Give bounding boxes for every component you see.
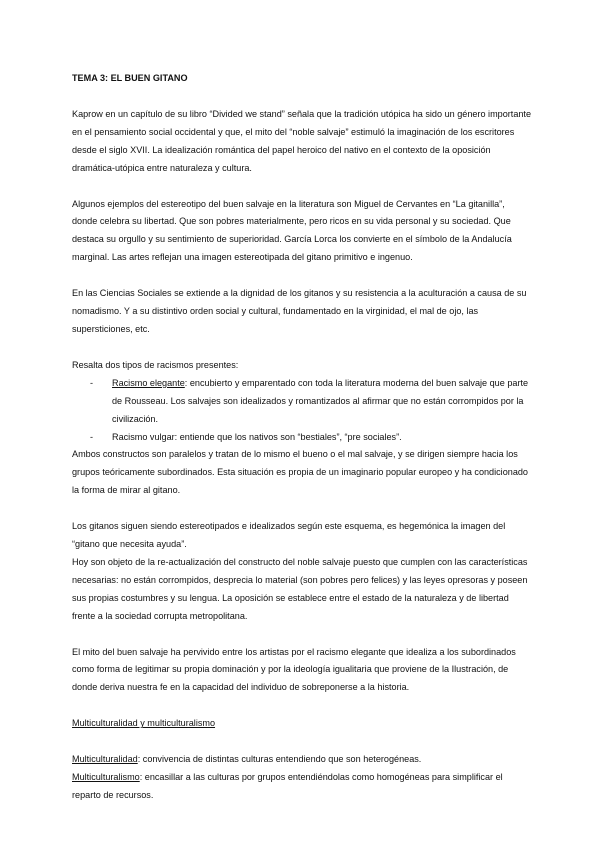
definition-text: : convivencia de distintas culturas entendiendo que son heterogéneas.	[137, 754, 422, 765]
paragraph-kaprow: Kaprow en un capítulo de su libro “Divided we stand” señala que la tradición utópica ha sido un género importante en el pensamiento social occidental y que, el mito del “noble salvaje” estimuló la imaginación de los escritores desde el siglo XVII. La idealización romántica del papel heroico del nativo en el contexto de la oposición dramática-utópica entre naturaleza y cultura.	[72, 108, 532, 173]
section-heading: Multiculturalidad y multiculturalismo	[72, 718, 216, 729]
list-bullet: -	[90, 431, 94, 442]
list-item-term: Racismo vulgar	[112, 431, 175, 442]
list-bullet: -	[90, 377, 94, 388]
list-item-text: : entiende que los nativos son “bestiales”, “pre sociales”.	[174, 431, 402, 442]
definition-term: Multiculturalidad	[72, 754, 138, 765]
paragraph-social-sciences: En las Ciencias Sociales se extiende a la dignidad de los gitanos y su resistencia a la aculturación a causa de su nomadismo. Y a su distintivo orden social y cultural, fundamentado en la virginidad, el mal de ojo, las supersticiones, etc.	[72, 288, 527, 334]
document-title: TEMA 3: EL BUEN GITANO	[72, 73, 188, 83]
racism-types-section	[72, 357, 532, 500]
racism-types-list	[72, 375, 532, 447]
definition-text: : encasillar a las culturas por grupos entendiéndolas como homogéneas para simplificar el reparto de recursos.	[72, 772, 503, 800]
document-page	[72, 70, 532, 805]
list-item	[72, 429, 532, 447]
definition-multiculturalismo	[72, 769, 532, 805]
paragraph-literature-examples: Algunos ejemplos del estereotipo del buen salvaje en la literatura son Miguel de Cervantes en “La gitanilla”, donde celebra su libertad. Que son pobres materialmente, pero ricos en su vida personal y su sociedad. Que destaca su orgullo y su sentimiento de superioridad. García Lorca los convierte en el símbolo de la Andalucía marginal. Las artes reflejan una imagen estereotipada del gitano primitivo e ingenuo.	[72, 198, 512, 263]
paragraph-parallel-constructs: Ambos constructos son paralelos y tratan de lo mismo el bueno o el mal salvaje, y se dirigen siempre hacia los grupos teóricamente subordinados. Esta situación es propia de un imaginario popular europeo y ha condicionado la forma de mirar al gitano.	[72, 449, 528, 496]
list-item	[72, 375, 532, 429]
definition-term: Multiculturalismo	[72, 772, 140, 783]
list-item-term: Racismo elegante	[112, 377, 185, 388]
paragraph-myth-persistence: El mito del buen salvaje ha pervivido entre los artistas por el racismo elegante que idealiza a los subordinados como forma de legitimar su propia dominación y por la ideología igualitaria que proviene de la Ilustración, de donde deriva nuestra fe en la capacidad del individuo de sobreponerse a la historia.	[72, 646, 516, 693]
paragraph-reactualization: Hoy son objeto de la re-actualización del constructo del noble salvaje puesto que cumplen con las características necesarias: no están corrompidos, desprecia lo material (son pobres pero felices) y las leyes opresoras y poseen sus propias costumbres y su lengua. La oposición se establece entre el estado de la naturaleza y de libertad frente a la sociedad corrupta metropolitana.	[72, 556, 528, 621]
definition-multiculturalidad	[72, 751, 532, 769]
paragraph-hegemonic-image: Los gitanos siguen siendo estereotipados e idealizados según este esquema, es hegemónica la imagen del “gitano que necesita ayuda”.	[72, 521, 506, 550]
list-item-text: : encubierto y emparentado con toda la literatura moderna del buen salvaje que parte de Rousseau. Los salvajes son idealizados y romantizados al afirmar que no están corrompidos por la civilización.	[112, 377, 529, 424]
racism-types-intro: Resalta dos tipos de racismos presentes:	[72, 359, 239, 370]
